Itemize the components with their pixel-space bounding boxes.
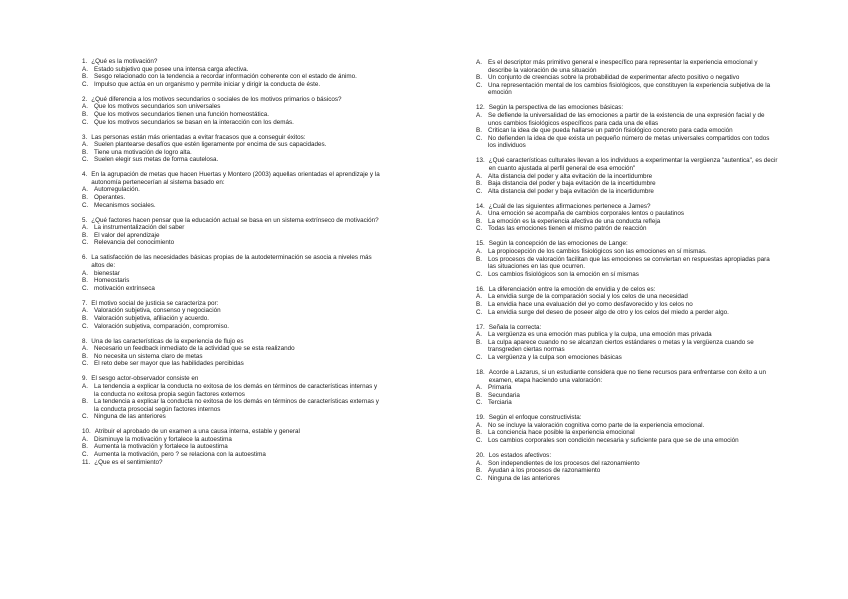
option-letter: A. bbox=[476, 210, 482, 218]
question bbox=[476, 324, 778, 362]
option-letter: C. bbox=[82, 451, 89, 459]
question bbox=[476, 240, 778, 278]
answer-option bbox=[82, 451, 382, 459]
question-number: 3. bbox=[82, 133, 88, 141]
option-letter: C. bbox=[82, 413, 89, 421]
option-text: Una representación mental de los cambios fisiológicos, que constituyen la experiencia subjetiva de la emoción bbox=[488, 81, 771, 97]
option-letter: A. bbox=[82, 224, 88, 232]
answer-option bbox=[476, 309, 778, 317]
question-number: 11. bbox=[82, 458, 91, 466]
question-number: 5. bbox=[82, 216, 88, 224]
option-letter: A. bbox=[476, 331, 482, 339]
option-text: Son independientes de los procesos del razonamiento bbox=[488, 459, 640, 467]
answer-option bbox=[476, 180, 778, 188]
answer-option bbox=[476, 293, 778, 301]
question bbox=[476, 203, 778, 233]
answer-option bbox=[476, 384, 778, 392]
question-number: 17. bbox=[476, 323, 485, 331]
question-text: El sesgo actor-observador consiste en bbox=[91, 375, 199, 383]
option-letter: C. bbox=[82, 156, 89, 164]
answer-option bbox=[82, 307, 382, 315]
option-text: Suelen elegir sus metas de forma cautelosa. bbox=[94, 156, 219, 164]
answer-option bbox=[82, 224, 382, 232]
answer-option bbox=[476, 74, 778, 82]
option-text: Critican la idea de que pueda hallarse un patrón fisiológico concreto para cada emoción bbox=[488, 127, 733, 135]
answer-option bbox=[82, 73, 382, 81]
option-letter: A. bbox=[476, 111, 482, 119]
left-column bbox=[82, 58, 382, 474]
question-number: 10. bbox=[82, 428, 91, 436]
option-letter: B. bbox=[82, 148, 88, 156]
question-stem bbox=[82, 459, 382, 467]
question-number: 6. bbox=[82, 254, 88, 262]
option-text: Valoración subjetiva, comparación, compromiso. bbox=[94, 322, 229, 330]
option-letter: C. bbox=[476, 81, 483, 89]
question-stem bbox=[476, 157, 778, 172]
option-text: Impulso que actúa en un organismo y permite iniciar y dirigir la conducta de éste. bbox=[94, 80, 321, 88]
option-letter: C. bbox=[476, 474, 483, 482]
question-number: 14. bbox=[476, 202, 485, 210]
option-letter: B. bbox=[82, 352, 88, 360]
answer-option bbox=[476, 127, 778, 135]
question-stem bbox=[476, 240, 778, 248]
option-letter: B. bbox=[476, 217, 482, 225]
option-text: Autorregulación. bbox=[94, 186, 140, 194]
option-text: Que los motivos secundarios tienen una función homeostática. bbox=[94, 110, 270, 118]
answer-option bbox=[82, 360, 382, 368]
option-letter: B. bbox=[476, 74, 482, 82]
option-letter: B. bbox=[476, 429, 482, 437]
answer-option bbox=[82, 436, 382, 444]
question-stem bbox=[476, 452, 778, 460]
question-stem bbox=[82, 254, 382, 269]
option-text: No necesita un sistema claro de metas bbox=[94, 352, 203, 360]
answer-option bbox=[82, 285, 382, 293]
question-text: Atribuir el aprobado de un examen a una causa interna, estable y general bbox=[94, 428, 300, 436]
option-text: Que los motivos secundarios son universales bbox=[94, 103, 221, 111]
option-letter: B. bbox=[476, 127, 482, 135]
question bbox=[476, 59, 778, 97]
option-text: La vergüenza y la culpa son emociones básicas bbox=[488, 353, 622, 361]
option-text: Valoración subjetiva, consenso y negociación bbox=[94, 307, 221, 315]
option-text: Alta distancia del poder y alta evitación de la incertidumbre bbox=[488, 172, 653, 180]
option-letter: B. bbox=[476, 338, 482, 346]
option-letter: B. bbox=[476, 255, 482, 263]
option-letter: A. bbox=[476, 59, 482, 66]
answer-option bbox=[82, 232, 382, 240]
option-letter: A. bbox=[476, 384, 482, 392]
question-stem bbox=[82, 217, 382, 225]
question-text: Según el enfoque constructivista: bbox=[488, 414, 582, 422]
question bbox=[82, 300, 382, 330]
option-text: Los cambios corporales son condición necesaria y suficiente para que se de una emoción bbox=[488, 437, 739, 445]
option-text: Aumenta la motivación, pero ? se relaciona con la autoestima bbox=[94, 451, 266, 459]
answer-option bbox=[476, 331, 778, 339]
option-text: Ninguna de las anteriores bbox=[94, 413, 166, 421]
answer-option bbox=[82, 323, 382, 331]
option-text: El valor del aprendizaje bbox=[94, 231, 160, 239]
answer-option bbox=[82, 149, 382, 157]
answer-option bbox=[82, 353, 382, 361]
question bbox=[82, 459, 382, 467]
right-column bbox=[476, 59, 778, 490]
question bbox=[82, 96, 382, 126]
question-stem bbox=[476, 104, 778, 112]
question-number: 16. bbox=[476, 285, 485, 293]
option-text: Terciaria bbox=[488, 399, 512, 407]
option-text: Operantes. bbox=[94, 194, 126, 202]
option-text: Primaria bbox=[488, 384, 512, 392]
answer-option bbox=[476, 256, 778, 271]
answer-option bbox=[476, 218, 778, 226]
option-text: Disminuye la motivación y fortalece la autoestima bbox=[94, 435, 232, 443]
option-text: Suelen plantearse desafíos que estén ligeramente por encima de sus capacidades. bbox=[94, 141, 327, 149]
answer-option bbox=[476, 210, 778, 218]
option-text: La envidia surge del deseo de poseer algo de otro y los celos del miedo a perder algo. bbox=[488, 308, 729, 316]
option-letter: C. bbox=[82, 239, 89, 247]
answer-option bbox=[82, 270, 382, 278]
question bbox=[476, 104, 778, 150]
option-letter: A. bbox=[476, 421, 482, 429]
question-stem bbox=[476, 203, 778, 211]
question-text: ¿Que es el sentimiento? bbox=[94, 458, 163, 466]
question-number: 1. bbox=[82, 58, 88, 65]
option-letter: B. bbox=[476, 391, 482, 399]
option-text: Se defiende la universalidad de las emociones a partir de la existencia de una expresión facial y de unos cambios fisiológicos específicos para cada una de ellas bbox=[488, 111, 765, 127]
option-text: Una emoción se acompaña de cambios corporales lentos o paulatinos bbox=[488, 210, 685, 218]
question-number: 7. bbox=[82, 299, 88, 307]
option-text: Que los motivos secundarios se basan en la interacción con los demás. bbox=[94, 118, 294, 126]
option-text: Todas las emociones tienen el mismo patrón de reacción bbox=[488, 225, 647, 233]
answer-option bbox=[476, 188, 778, 196]
question bbox=[82, 375, 382, 421]
answer-option bbox=[476, 437, 778, 445]
option-text: Alta distancia del poder y baja evitación de la incertidumbre bbox=[488, 187, 654, 195]
option-letter: C. bbox=[82, 201, 89, 209]
option-letter: B. bbox=[82, 231, 88, 239]
answer-option bbox=[476, 399, 778, 407]
option-text: La propiocepción de los cambios fisiológicos son las emociones en sí mismas. bbox=[488, 248, 707, 256]
option-text: La envidia surge de la comparación social y los celos de una necesidad bbox=[488, 293, 688, 301]
option-text: La tendencia a explicar la conducta no exitosa de los demás en términos de características internas y la conducta no exitosa propia según factores externos bbox=[94, 382, 378, 398]
question bbox=[476, 414, 778, 444]
option-letter: B. bbox=[82, 194, 88, 202]
question-text: Según la perspectiva de las emociones básicas: bbox=[488, 104, 624, 112]
option-letter: B. bbox=[82, 110, 88, 118]
question bbox=[476, 369, 778, 407]
option-text: Ayudan a los procesos de razonamiento bbox=[488, 467, 601, 475]
answer-option bbox=[82, 81, 382, 89]
answer-option bbox=[82, 186, 382, 194]
option-letter: B. bbox=[82, 443, 88, 451]
answer-option bbox=[476, 271, 778, 279]
option-letter: B. bbox=[476, 467, 482, 475]
option-text: La instrumentalización del saber bbox=[94, 224, 185, 232]
answer-option bbox=[476, 422, 778, 430]
answer-option bbox=[476, 339, 778, 354]
option-letter: A. bbox=[82, 186, 88, 194]
option-letter: B. bbox=[476, 300, 482, 308]
question-text: ¿Qué factores hacen pensar que la educación actual se basa en un sistema extrínseco de motivación? bbox=[91, 216, 379, 224]
question-text: Una de las características de la experiencia de flujo es bbox=[91, 337, 244, 345]
option-text: Relevancia del conocimiento bbox=[94, 239, 175, 247]
option-text: Aumenta la motivación y fortalece la autoestima bbox=[94, 443, 228, 451]
option-text: Homeostaris bbox=[94, 277, 130, 285]
option-letter: A. bbox=[82, 269, 88, 277]
answer-option bbox=[476, 429, 778, 437]
question-number: 13. bbox=[476, 157, 485, 165]
option-text: Baja distancia del poder y baja evitación de la incertidumbre bbox=[488, 180, 656, 188]
answer-option bbox=[82, 277, 382, 285]
answer-option bbox=[476, 467, 778, 475]
option-text: Valoración subjetiva, afiliación y acuerdo. bbox=[94, 314, 210, 322]
answer-option bbox=[82, 66, 382, 74]
question-stem bbox=[82, 428, 382, 436]
option-text: Sesgo relacionado con la tendencia a recordar información coherente con el estado de ánimo. bbox=[94, 73, 357, 81]
option-letter: C. bbox=[476, 399, 483, 407]
question-stem bbox=[476, 324, 778, 332]
option-letter: A. bbox=[476, 293, 482, 301]
option-letter: A. bbox=[82, 435, 88, 443]
answer-option bbox=[82, 119, 382, 127]
question-number: 12. bbox=[476, 104, 485, 112]
question-stem bbox=[82, 375, 382, 383]
option-letter: B. bbox=[82, 277, 88, 285]
option-letter: B. bbox=[476, 180, 482, 188]
answer-option bbox=[476, 225, 778, 233]
question bbox=[82, 171, 382, 209]
option-letter: C. bbox=[476, 437, 483, 445]
option-letter: B. bbox=[82, 398, 88, 406]
question-stem bbox=[82, 338, 382, 346]
question-number: 20. bbox=[476, 452, 485, 460]
answer-option bbox=[82, 103, 382, 111]
answer-option bbox=[82, 194, 382, 202]
answer-option bbox=[82, 398, 382, 413]
question bbox=[82, 217, 382, 247]
answer-option bbox=[476, 354, 778, 362]
option-letter: C. bbox=[82, 322, 89, 330]
option-letter: C. bbox=[476, 187, 483, 195]
option-text: No se incluye la valoración cognitiva como parte de la experiencia emocional. bbox=[488, 421, 705, 429]
question-stem bbox=[476, 286, 778, 294]
question bbox=[82, 58, 382, 88]
question-text: Los estados afectivos: bbox=[488, 452, 552, 460]
question-number: 4. bbox=[82, 171, 88, 179]
option-letter: A. bbox=[476, 172, 482, 180]
option-text: Necesario un feedback inmediato de la actividad que se esta realizando bbox=[94, 345, 295, 353]
question bbox=[82, 428, 382, 458]
option-letter: B. bbox=[82, 73, 88, 81]
option-text: bienestar bbox=[94, 269, 120, 277]
option-text: No defienden la idea de que exista un pequeño número de metas universales compartidos con todos los individuos bbox=[488, 134, 770, 150]
option-letter: C. bbox=[82, 360, 89, 368]
option-text: La tendencia a explicar la conducta no exitosa de los demás en términos de características externas y la conducta prosocial según factores internos bbox=[94, 398, 379, 413]
answer-option bbox=[82, 239, 382, 247]
question-text: Señala la correcta: bbox=[488, 323, 542, 331]
question-stem bbox=[82, 58, 382, 66]
option-letter: B. bbox=[82, 314, 88, 322]
answer-option bbox=[476, 135, 778, 150]
question-number: 2. bbox=[82, 95, 88, 103]
option-letter: C. bbox=[82, 118, 89, 126]
answer-option bbox=[82, 141, 382, 149]
question bbox=[82, 134, 382, 164]
option-letter: C. bbox=[82, 80, 89, 88]
option-text: La envidia hace una evaluación del yo como desfavorecido y los celos no bbox=[488, 300, 693, 308]
question-text: La satisfacción de las necesidades básicas propias de la autodeterminación se asocia a niveles más altos de: bbox=[91, 254, 372, 270]
question-text: ¿Qué diferencia a los motivos secundarios o sociales de los motivos primarios o básicos? bbox=[91, 95, 342, 103]
option-letter: A. bbox=[476, 248, 482, 256]
answer-option bbox=[82, 383, 382, 398]
question bbox=[476, 286, 778, 316]
option-text: Mecanismos sociales. bbox=[94, 201, 156, 209]
option-text: La conciencia hace posible la experiencia emocional bbox=[488, 429, 635, 437]
answer-option bbox=[476, 173, 778, 181]
answer-option bbox=[476, 82, 778, 97]
question-text: Acorde a Lazarus, si un estudiante considera que no tiene recursos para enfrentarse con éxito a un examen, etapa haciendo una valoración: bbox=[488, 368, 767, 384]
answer-option bbox=[476, 392, 778, 400]
option-letter: A. bbox=[82, 103, 88, 111]
question-stem bbox=[82, 171, 382, 186]
question-text: El motivo social de justicia se caracteriza por: bbox=[91, 299, 219, 307]
answer-option bbox=[82, 202, 382, 210]
question-text: La diferenciación entre la emoción de envidia y de celos es: bbox=[488, 285, 656, 293]
answer-option bbox=[476, 301, 778, 309]
option-letter: A. bbox=[82, 65, 88, 73]
answer-option bbox=[476, 475, 778, 483]
answer-option bbox=[476, 112, 778, 127]
answer-option bbox=[82, 443, 382, 451]
question-text: Las personas están más orientadas a evitar fracasos que a conseguir éxitos: bbox=[91, 133, 306, 141]
option-text: Un conjunto de creencias sobre la probabilidad de experimentar afecto positivo o negativo bbox=[488, 74, 740, 82]
question bbox=[476, 157, 778, 195]
answer-option bbox=[476, 248, 778, 256]
option-text: Los procesos de valoración facilitan que las emociones se conviertan en respuestas apropiadas para las situaciones en las que ocurren. bbox=[488, 255, 770, 271]
question-stem bbox=[82, 96, 382, 104]
question bbox=[82, 254, 382, 292]
option-letter: C. bbox=[476, 308, 483, 316]
question-text: En la agrupación de metas que hacen Huertas y Montero (2003) aquellas orientadas el aprendizaje y la autonomía pertenecerían al sistema basado en: bbox=[91, 171, 380, 186]
question-number: 15. bbox=[476, 240, 485, 248]
option-text: Es el descriptor más primitivo general e inespecífico para representar la experiencia emocional y describe la valoración de una situación bbox=[488, 59, 758, 74]
question-stem bbox=[476, 414, 778, 422]
option-letter: A. bbox=[82, 382, 88, 390]
question bbox=[476, 452, 778, 482]
option-text: Estado subjetivo que posee una intensa carga afectiva. bbox=[94, 65, 249, 73]
question-number: 19. bbox=[476, 414, 485, 422]
option-letter: A. bbox=[476, 459, 482, 467]
option-text: La culpa aparece cuando no se alcanzan ciertos estándares o metas y la vergüenza cuando se transgreden ciertas normas bbox=[488, 338, 754, 354]
option-letter: C. bbox=[476, 353, 483, 361]
answer-option bbox=[82, 111, 382, 119]
answer-option bbox=[82, 413, 382, 421]
option-letter: A. bbox=[82, 307, 88, 315]
question-text: ¿Qué es la motivación? bbox=[91, 58, 158, 65]
answer-option bbox=[82, 156, 382, 164]
option-letter: C. bbox=[476, 270, 483, 278]
answer-option bbox=[82, 315, 382, 323]
question-stem bbox=[82, 134, 382, 142]
option-text: Ninguna de las anteriores bbox=[488, 474, 560, 482]
option-text: La vergüenza es una emoción mas publica y la culpa, una emoción mas privada bbox=[488, 331, 712, 339]
question-number: 18. bbox=[476, 368, 485, 376]
option-text: Los cambios fisiológicos son la emoción en sí mismas bbox=[488, 270, 639, 278]
question-text: Según la concepción de las emociones de Lange: bbox=[488, 240, 628, 248]
answer-option bbox=[82, 345, 382, 353]
question-stem bbox=[82, 300, 382, 308]
option-text: Tiene una motivación de logro alta. bbox=[94, 148, 192, 156]
question-text: ¿Qué características culturales llevan a los individuos a experimentar la vergüenza "autentica", es decir en cuanto ajustada al perfil general de esa emoción" bbox=[488, 157, 778, 172]
answer-option bbox=[476, 59, 778, 74]
option-letter: C. bbox=[82, 284, 89, 292]
question-stem bbox=[476, 369, 778, 384]
option-letter: A. bbox=[82, 141, 88, 149]
option-letter: C. bbox=[476, 134, 483, 142]
option-letter: C. bbox=[476, 225, 483, 233]
option-text: El reto debe ser mayor que las habilidades percibidas bbox=[94, 360, 244, 368]
question bbox=[82, 338, 382, 368]
answer-option bbox=[476, 460, 778, 468]
question-number: 8. bbox=[82, 337, 88, 345]
option-letter: A. bbox=[82, 345, 88, 353]
question-number: 9. bbox=[82, 375, 88, 383]
option-text: La emoción es la experiencia afectiva de una conducta refleja bbox=[488, 217, 661, 225]
option-text: Secundaria bbox=[488, 391, 520, 399]
option-text: motivación extrínseca bbox=[94, 284, 155, 292]
question-text: ¿Cuál de las siguientes afirmaciones pertenece a James? bbox=[488, 202, 651, 210]
